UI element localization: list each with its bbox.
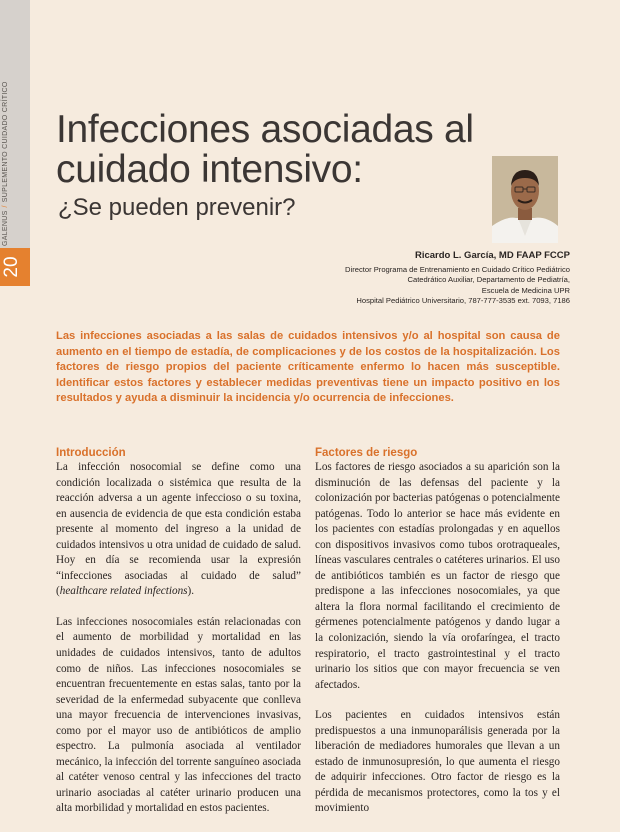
paragraph bbox=[56, 460, 301, 600]
running-head-section: SUPLEMENTO CUIDADO CRÍTICO bbox=[2, 81, 9, 203]
section-heading-introduccion: Introducción bbox=[56, 447, 126, 459]
section-heading-factores-de-riesgo: Factores de riesgo bbox=[315, 447, 418, 459]
author-portrait-icon bbox=[492, 156, 558, 243]
abstract: Las infecciones asociadas a las salas de cuidados intensivos y/o al hospital son causa de aumento en el tiempo de estadía, de complicaciones y de los costos de la hospitalización. Los factores de riesgo propios del paciente críticamente enfermo lo hacen más susceptible. Identificar estos factores y establecer medidas preventivas tiene un impacto positivo en los resultados y ayuda a disminuir la incidencia y/o ocurrencia de infecciones. bbox=[56, 330, 560, 405]
page-number: 20 bbox=[1, 256, 22, 278]
paragraph: Los factores de riesgo asociados a su aparición son la disminución de las defensas del paciente y la colonización por bacterias patógenas o potencialmente patógenas. Todo lo anterior se hace más evidente en los pacientes con estadías prolongadas y en aquellos con dispositivos invasivos como tubos orotraqueales, líneas vasculares centrales o catéteres urinarios. El uso de antibióticos también es un factor de riesgo que predispone a las infecciones nosocomiales, ya que altera la flora normal facilitando el crecimiento de gérmenes potencialmente patógenos y dando lugar a la colonización, siendo la vía orofaríngea, el tracto respiratorio, el tracto gastrointestinal y el tracto urinario los sitios que con mayor frecuencia se ven afectados. bbox=[315, 461, 560, 691]
article-title: Infecciones asociadas al cuidado intensivo: bbox=[56, 108, 474, 191]
affiliation-line: Director Programa de Entrenamiento en Cuidado Crítico Pediátrico bbox=[345, 265, 570, 274]
paragraph-end: ). bbox=[187, 585, 195, 598]
running-head-publication: GALENUS bbox=[2, 210, 9, 246]
paragraph: Los pacientes en cuidados intensivos están predispuestos a una inmunoparálisis generada por la liberación de mediadores humorales que llevan a un estado de inmunosupresión, lo que aumenta el riesgo de adquirir infecciones. Otro factor de riesgo es la pérdida de mecanismos protectores, como la tos y el movimiento bbox=[315, 709, 560, 815]
left-column bbox=[56, 447, 301, 832]
author-photo bbox=[492, 156, 558, 243]
running-head bbox=[2, 81, 9, 246]
paragraph-text: La infección nosocomial se define como una condición localizada o sistémica que resulta de la reacción adversa a un agente infeccioso o su toxina, en ausencia de evidencia de que esta condición estaba presente al momento del ingreso a la unidad de cuidados intensivos u otra unidad de cuidado de salud. Hoy en día se recomienda usar la expresión “infecciones asociadas al cuidado de salud” ( bbox=[56, 461, 301, 598]
author-name: Ricardo L. García, MD FAAP FCCP bbox=[414, 250, 570, 261]
paragraph: Las infecciones nosocomiales están relacionadas con el aumento de morbilidad y mortalidad en las unidades de cuidados intensivos, tanto de adultos como de niños. Las infecciones nosocomiales se encuentran frecuentemente en estas salas, tanto por la severidad de la enfermedad subyacente que conlleva una mayor frecuencia de intervenciones invasivas, como por el mayor uso de antibióticos de amplio espectro. La pulmonía asociada al ventilador mecánico, la infección del torrente sanguíneo asociada al catéter venoso central y las infecciones del tracto urinario asociadas al catéter urinario producen una alta morbilidad y mortalidad en estos pacientes. bbox=[56, 615, 301, 815]
affiliation-line: Catedrático Auxiliar, Departamento de Pediatría, bbox=[407, 275, 570, 285]
right-column bbox=[315, 447, 560, 832]
article-subtitle: ¿Se pueden prevenir? bbox=[58, 194, 296, 221]
affiliation-line: Escuela de Medicina UPR bbox=[481, 285, 570, 295]
running-head-separator: / bbox=[2, 205, 9, 208]
affiliation-line: Hospital Pediátrico Universitario, 787-777-3535 ext. 7093, 7186 bbox=[356, 296, 570, 306]
author-affiliation bbox=[250, 265, 570, 307]
italic-term: healthcare related infections bbox=[59, 585, 188, 598]
